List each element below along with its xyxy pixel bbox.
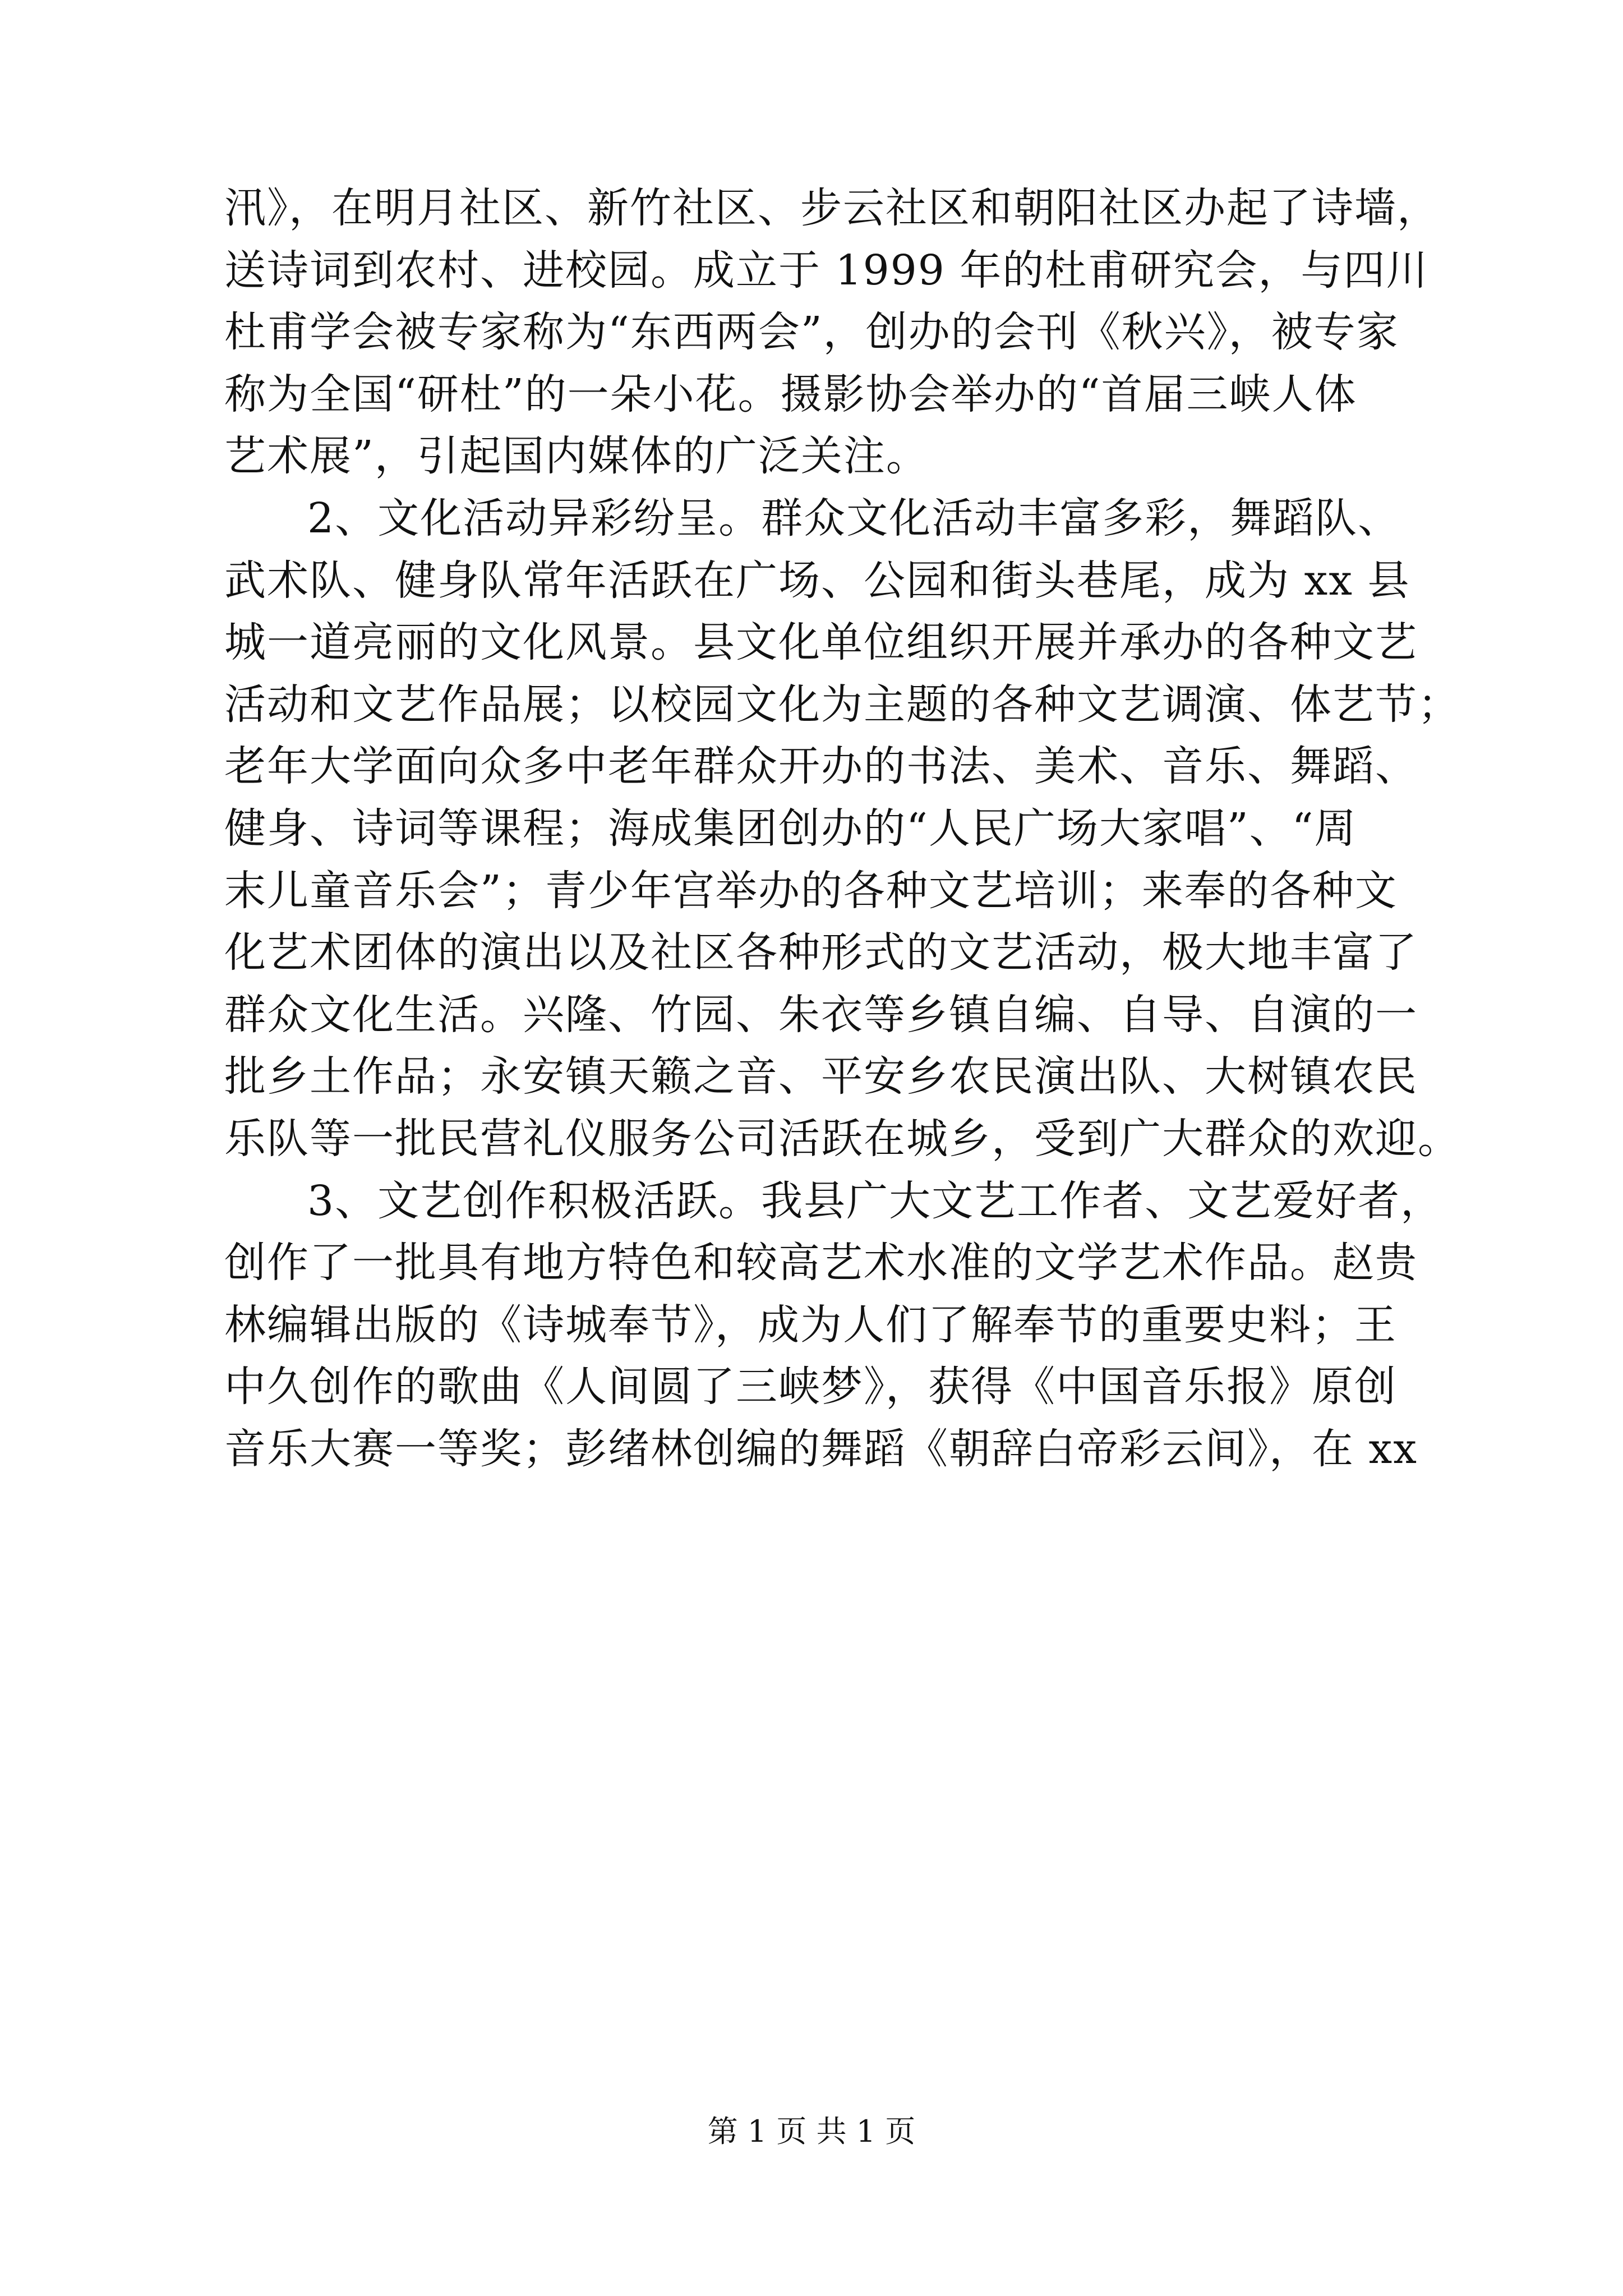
- text-line: 城一道亮丽的文化风景。县文化单位组织开展并承办的各种文艺: [224, 618, 1418, 666]
- text-line: 批乡土作品；永安镇天籁之音、平安乡农民演出队、大树镇农民: [224, 1052, 1418, 1101]
- page-footer: 第 1 页 共 1 页: [707, 2114, 916, 2149]
- text-line: 艺术展”，引起国内媒体的广泛关注。: [224, 432, 929, 480]
- text-line: 音乐大赛一等奖；彭绪林创编的舞蹈《朝辞白帝彩云间》，在 xx: [224, 1425, 1418, 1473]
- text-line: 群众文化生活。兴隆、竹园、朱衣等乡镇自编、自导、自演的一: [224, 991, 1418, 1039]
- text-line: 中久创作的歌曲《人间圆了三峡梦》，获得《中国音乐报》原创: [224, 1363, 1397, 1411]
- text-line: 化艺术团体的演出以及社区各种形式的文艺活动，极大地丰富了: [224, 928, 1418, 977]
- text-line: 杜甫学会被专家称为“东西两会”，创办的会刊《秋兴》，被专家: [224, 308, 1399, 356]
- text-line: 送诗词到农村、进校园。成立于 1999 年的杜甫研究会，与四川: [224, 246, 1429, 295]
- text-line: 乐队等一批民营礼仪服务公司活跃在城乡，受到广大群众的欢迎。: [224, 1115, 1460, 1163]
- text-line: 活动和文艺作品展；以校园文化为主题的各种文艺调演、体艺节；: [224, 680, 1460, 729]
- paragraph-first-line: 3、文艺创作积极活跃。我县广大文艺工作者、文艺爱好者，: [307, 1177, 1444, 1225]
- text-line: 末儿童音乐会”；青少年宫举办的各种文艺培训；来奉的各种文: [224, 867, 1398, 915]
- text-line: 创作了一批具有地方特色和较高艺术水准的文学艺术作品。赵贵: [224, 1239, 1418, 1287]
- text-line: 健身、诗词等课程；海成集团创办的“人民广场大家唱”、“周: [224, 804, 1357, 853]
- text-line: 汛》，在明月社区、新竹社区、步云社区和朝阳社区办起了诗墙，: [224, 184, 1440, 232]
- text-line: 林编辑出版的《诗城奉节》，成为人们了解奉节的重要史料；王: [224, 1301, 1397, 1349]
- text-line: 老年大学面向众多中老年群众开办的书法、美术、音乐、舞蹈、: [224, 742, 1418, 790]
- paragraph-first-line: 2、文化活动异彩纷呈。群众文化活动丰富多彩，舞蹈队、: [307, 494, 1401, 542]
- text-line: 称为全国“研杜”的一朵小花。摄影协会举办的“首届三峡人体: [224, 370, 1357, 418]
- text-line: 武术队、健身队常年活跃在广场、公园和街头巷尾，成为 xx 县: [224, 556, 1410, 605]
